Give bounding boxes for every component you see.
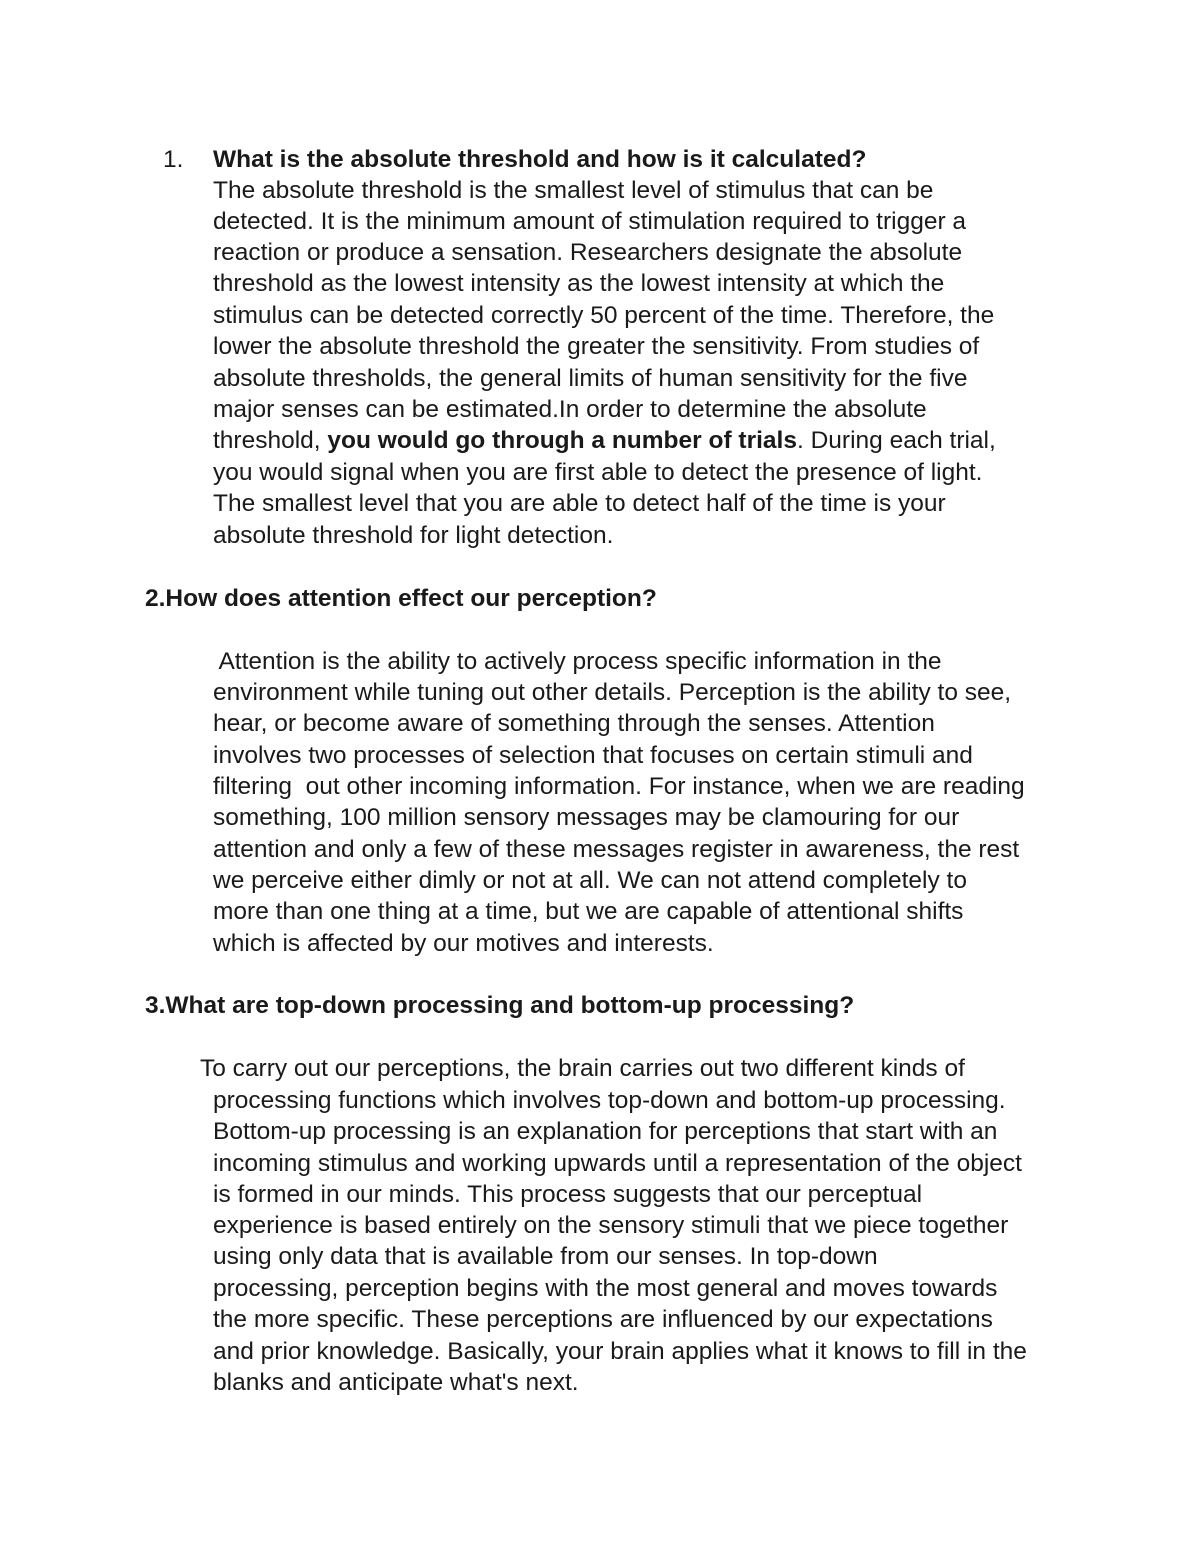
q3-line: the more specific. These perceptions are influenced by our expectations [213, 1306, 993, 1333]
q3-title: 3.What are top-down processing and bottom-up processing? [145, 992, 855, 1019]
q1-line: threshold as the lowest intensity as the lowest intensity at which the [213, 270, 945, 297]
q1-number: 1. [163, 146, 184, 173]
q1-line: absolute thresholds, the general limits of human sensitivity for the five [213, 365, 968, 392]
q1-line9-pre: threshold, [213, 427, 328, 454]
q1-title: What is the absolute threshold and how is it calculated? [213, 146, 867, 173]
q2-line: which is affected by our motives and interests. [213, 930, 714, 957]
q1-line: you would signal when you are first able to detect the presence of light. [213, 459, 983, 486]
q3-line: Bottom-up processing is an explanation for perceptions that start with an [213, 1118, 998, 1145]
q2-line: we perceive either dimly or not at all. We can not attend completely to [213, 867, 967, 894]
q1-line: detected. It is the minimum amount of stimulation required to trigger a [213, 208, 967, 235]
q1-line: absolute threshold for light detection. [213, 522, 614, 549]
q3-line: blanks and anticipate what's next. [213, 1369, 579, 1396]
q2-title: 2.How does attention effect our perception? [145, 585, 657, 612]
q1-line: The smallest level that you are able to detect half of the time is your [213, 490, 946, 517]
q3-line: incoming stimulus and working upwards until a representation of the object [213, 1150, 1022, 1177]
q1-line: reaction or produce a sensation. Researchers designate the absolute [213, 239, 963, 266]
q3-line: processing functions which involves top-down and bottom-up processing. [213, 1087, 1006, 1114]
q2-line: more than one thing at a time, but we are capable of attentional shifts [213, 898, 964, 925]
q2-line: attention and only a few of these messages register in awareness, the rest [213, 836, 1020, 863]
q1-line9-post: . During each trial, [796, 427, 996, 454]
q2-line: environment while tuning out other details. Perception is the ability to see, [213, 679, 1012, 706]
q3-line: and prior knowledge. Basically, your brain applies what it knows to fill in the [213, 1338, 1027, 1365]
q1-line9-bold: you would go through a number of trials [327, 427, 797, 454]
q1-line: major senses can be estimated.In order to determine the absolute [213, 396, 927, 423]
q3-line: experience is based entirely on the sensory stimuli that we piece together [213, 1212, 1009, 1239]
q2-line: involves two processes of selection that focuses on certain stimuli and [213, 742, 973, 769]
q2-line: something, 100 million sensory messages may be clamouring for our [213, 804, 960, 831]
q2-line: hear, or become aware of something through the senses. Attention [213, 710, 935, 737]
q1-line: stimulus can be detected correctly 50 percent of the time. Therefore, the [213, 302, 995, 329]
q3-line: is formed in our minds. This process suggests that our perceptual [213, 1181, 923, 1208]
q1-line-mixed [213, 425, 996, 456]
q2-line: filtering out other incoming information. For instance, when we are reading [213, 773, 1025, 800]
q3-line: processing, perception begins with the most general and moves towards [213, 1275, 998, 1302]
q3-line: using only data that is available from our senses. In top-down [213, 1243, 878, 1270]
q1-line: The absolute threshold is the smallest level of stimulus that can be [213, 177, 934, 204]
q3-first-line: To carry out our perceptions, the brain carries out two different kinds of [200, 1055, 965, 1082]
q1-line: lower the absolute threshold the greater the sensitivity. From studies of [213, 333, 980, 360]
q2-line: Attention is the ability to actively process specific information in the [213, 648, 942, 675]
